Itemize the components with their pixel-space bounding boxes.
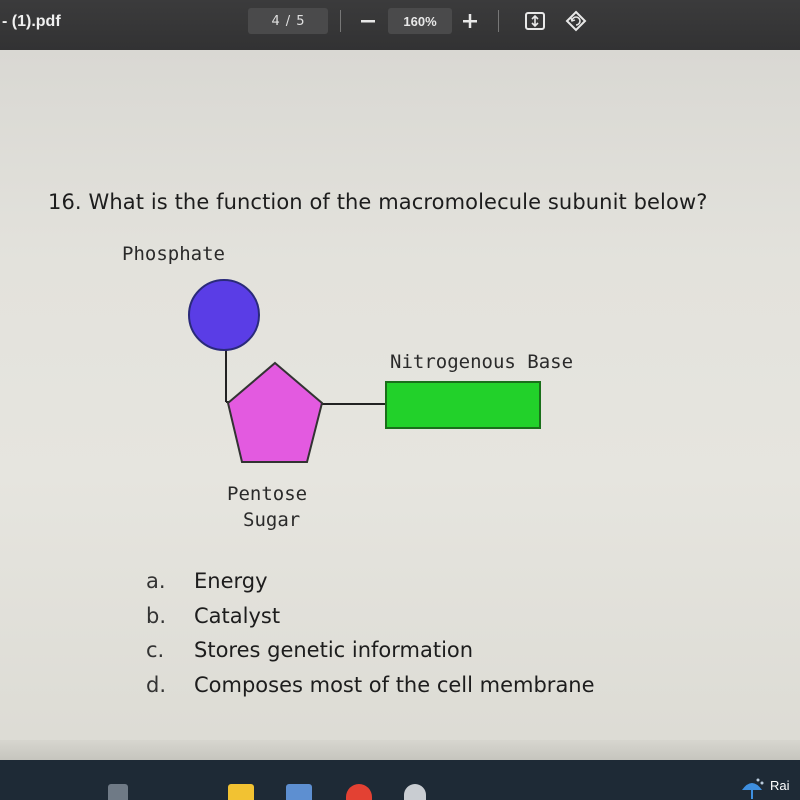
- weather-text[interactable]: Rai: [770, 778, 790, 793]
- page-current[interactable]: 4: [271, 13, 280, 29]
- page-total: 5: [296, 13, 305, 29]
- document-title: - (1).pdf: [2, 13, 61, 30]
- page-bottom-edge: [0, 740, 800, 760]
- chrome-icon[interactable]: [346, 784, 372, 800]
- pdf-page: [0, 50, 800, 760]
- phosphate-circle: [189, 280, 259, 350]
- toolbar-divider: [498, 10, 499, 32]
- fit-page-icon: [523, 8, 547, 34]
- sugar-label-line2: Sugar: [243, 509, 301, 531]
- pdf-toolbar: [0, 0, 800, 50]
- answer-option-a: [146, 564, 595, 599]
- page-indicator[interactable]: [248, 8, 328, 34]
- answer-choices: [146, 564, 595, 702]
- answer-text: Catalyst: [194, 603, 281, 628]
- answer-text: Energy: [194, 569, 268, 594]
- file-explorer-icon[interactable]: [228, 784, 254, 800]
- nitrogenous-base-label: Nitrogenous Base: [390, 351, 574, 373]
- fit-page-button[interactable]: [522, 8, 548, 34]
- settings-gear-icon[interactable]: [404, 784, 426, 800]
- weather-rain-icon[interactable]: [738, 776, 766, 800]
- sugar-label-line1: Pentose: [227, 483, 308, 505]
- rotate-button[interactable]: [562, 8, 590, 34]
- answer-option-c: [146, 633, 595, 668]
- nitrogenous-base-rect: [386, 382, 540, 428]
- zoom-level[interactable]: 160%: [388, 8, 452, 34]
- zoom-in-button[interactable]: [458, 8, 482, 34]
- phosphate-label: Phosphate: [122, 243, 225, 265]
- page-separator: /: [285, 13, 291, 29]
- answer-text: Stores genetic information: [194, 638, 474, 663]
- task-view-icon[interactable]: [108, 784, 128, 800]
- taskbar: [0, 760, 800, 800]
- answer-letter: d.: [146, 672, 167, 697]
- minus-icon: [358, 8, 378, 34]
- rotate-icon: [562, 8, 590, 34]
- nucleotide-diagram: [0, 50, 800, 570]
- answer-option-b: [146, 599, 595, 634]
- answer-letter: c.: [146, 638, 165, 663]
- plus-icon: [460, 8, 480, 34]
- question-text: 16. What is the function of the macromolecule subunit below?: [48, 190, 708, 214]
- store-icon[interactable]: [286, 784, 312, 800]
- toolbar-divider: [340, 10, 341, 32]
- answer-text: Composes most of the cell membrane: [194, 672, 595, 697]
- pentose-sugar-pentagon: [228, 363, 322, 462]
- answer-letter: a.: [146, 569, 166, 594]
- answer-option-d: [146, 668, 595, 703]
- answer-letter: b.: [146, 603, 167, 628]
- zoom-out-button[interactable]: [356, 8, 380, 34]
